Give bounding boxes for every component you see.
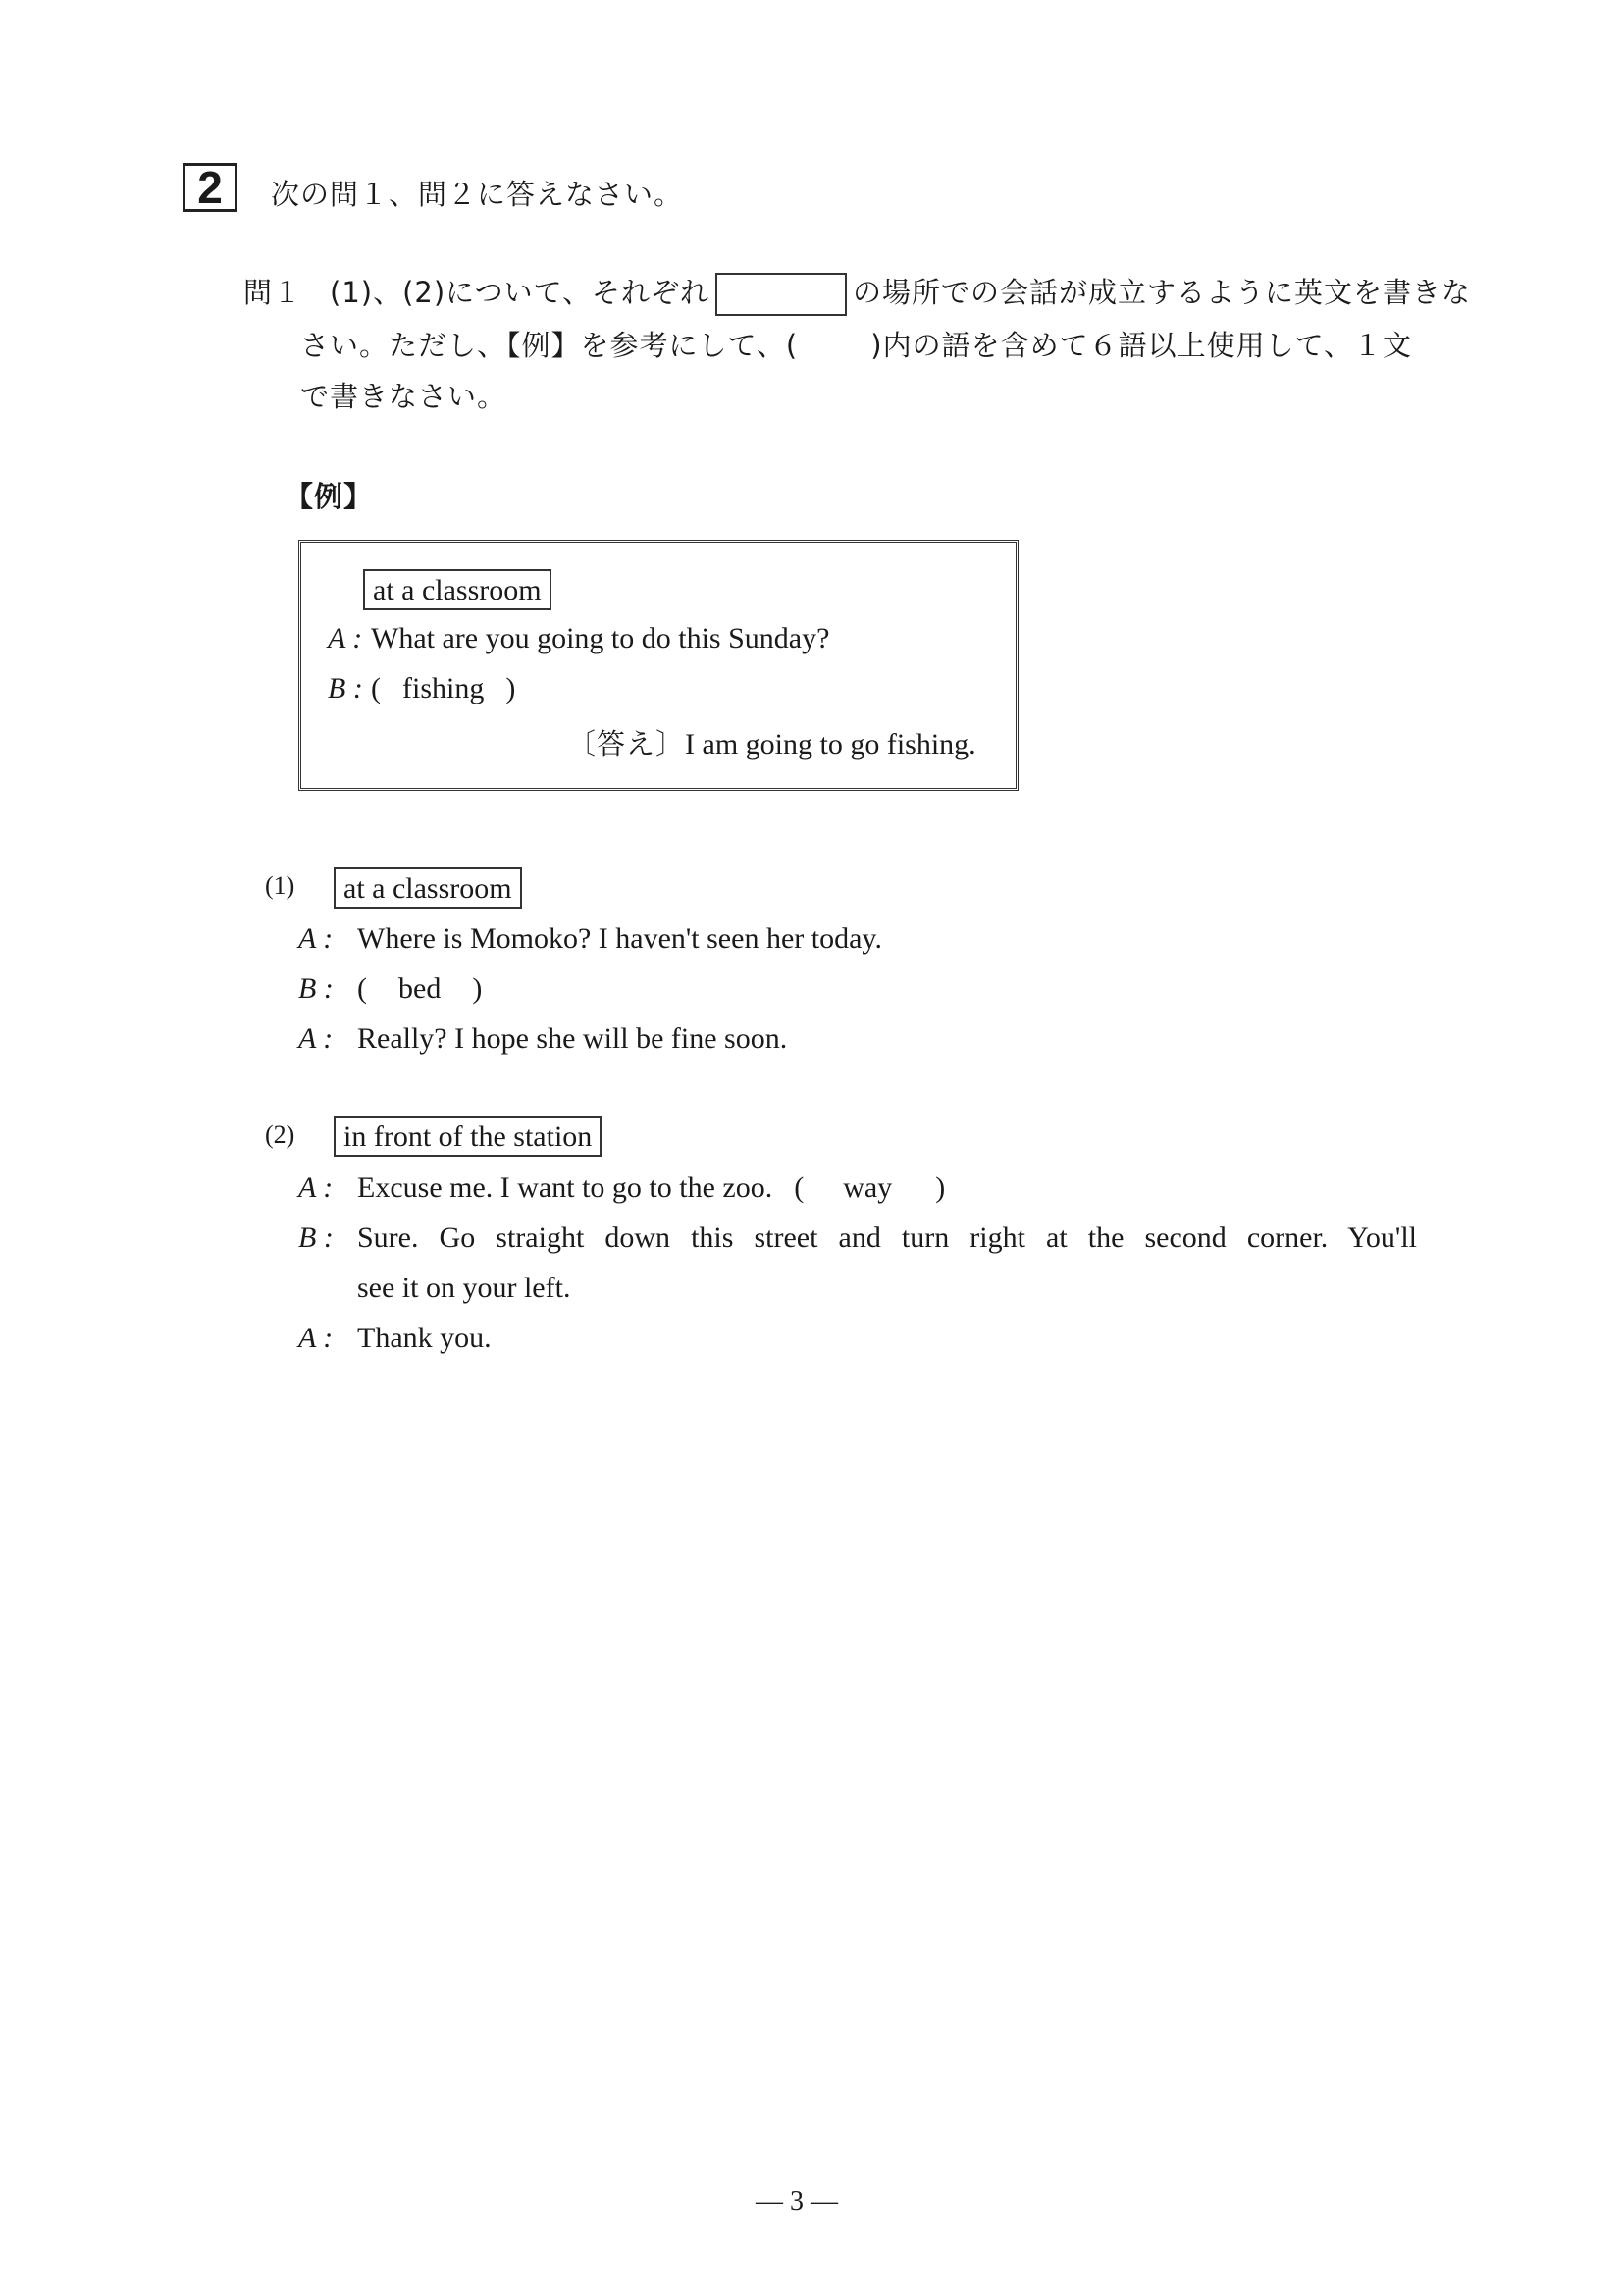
speaker-a: A : bbox=[298, 922, 334, 955]
question1-label: 問１ bbox=[243, 276, 303, 309]
item2-place-box: in front of the station bbox=[334, 1116, 602, 1157]
item1-a2-text: Really? I hope she will be fine soon. bbox=[357, 1022, 788, 1055]
example-a-text: What are you going to do this Sunday? bbox=[371, 622, 830, 654]
item1-place-box: at a classroom bbox=[334, 867, 522, 909]
speaker-a: A : bbox=[298, 1022, 334, 1055]
question1-text-part1: (1)、(2)について、それぞれ bbox=[330, 276, 710, 309]
item2-a1-text: Excuse me. I want to go to the zoo. bbox=[357, 1172, 773, 1204]
example-place-box: at a classroom bbox=[363, 569, 551, 610]
speaker-b: B : bbox=[328, 672, 363, 704]
item2-a1-word: way bbox=[843, 1172, 893, 1204]
blank-place-box bbox=[715, 273, 847, 316]
item1-number: (1) bbox=[265, 871, 295, 900]
item2-number: (2) bbox=[265, 1121, 295, 1149]
section-number-box: 2 bbox=[183, 163, 237, 212]
item2-line-a1 bbox=[298, 1172, 945, 1205]
question1-line3: で書きなさい。 bbox=[300, 380, 507, 413]
answer-text: I am going to go fishing. bbox=[685, 728, 976, 760]
question1-line1 bbox=[243, 271, 1471, 316]
close-paren: ) bbox=[505, 672, 516, 704]
item2-b-text-line1: Sure. Go straight down this street and turn right at the second corner. You'll bbox=[357, 1222, 1417, 1254]
speaker-b: B : bbox=[298, 972, 334, 1005]
question1-text-part3: さい。ただし、【例】を参考にして、( bbox=[300, 329, 799, 362]
example-b-word: fishing bbox=[402, 672, 485, 704]
open-paren: ( bbox=[371, 672, 381, 704]
item1-b-word: bed bbox=[398, 972, 442, 1005]
item1-line-a1 bbox=[298, 922, 882, 956]
speaker-a: A : bbox=[328, 622, 363, 654]
example-answer bbox=[567, 722, 976, 762]
question1-text-part2: の場所での会話が成立するように英文を書きな bbox=[853, 276, 1472, 309]
open-paren: ( bbox=[794, 1172, 805, 1204]
example-line-a bbox=[328, 622, 829, 655]
item2-line-b1 bbox=[298, 1222, 1417, 1255]
item2-a2-text: Thank you. bbox=[357, 1322, 492, 1354]
speaker-a: A : bbox=[298, 1172, 334, 1204]
question1-text-part4: )内の語を含めて６語以上使用して、１文 bbox=[870, 329, 1412, 362]
example-line-b bbox=[328, 672, 515, 705]
answer-label: 〔答え〕 bbox=[567, 727, 686, 760]
item2-line-a2 bbox=[298, 1322, 492, 1355]
item2-b-text-line2: see it on your left. bbox=[357, 1272, 571, 1304]
speaker-b: B : bbox=[298, 1222, 334, 1254]
question1-line2 bbox=[300, 324, 1412, 364]
item1-a1-text: Where is Momoko? I haven't seen her today. bbox=[357, 922, 882, 955]
item1-line-a2 bbox=[298, 1022, 787, 1056]
item1-line-b bbox=[298, 972, 482, 1006]
section-instruction: 次の問１、問２に答えなさい。 bbox=[271, 178, 684, 211]
open-paren: ( bbox=[357, 972, 367, 1005]
close-paren: ) bbox=[935, 1172, 946, 1204]
close-paren: ) bbox=[472, 972, 483, 1005]
page-number: — 3 — bbox=[756, 2186, 838, 2217]
example-heading: 【例】 bbox=[285, 480, 374, 513]
speaker-a: A : bbox=[298, 1322, 334, 1354]
